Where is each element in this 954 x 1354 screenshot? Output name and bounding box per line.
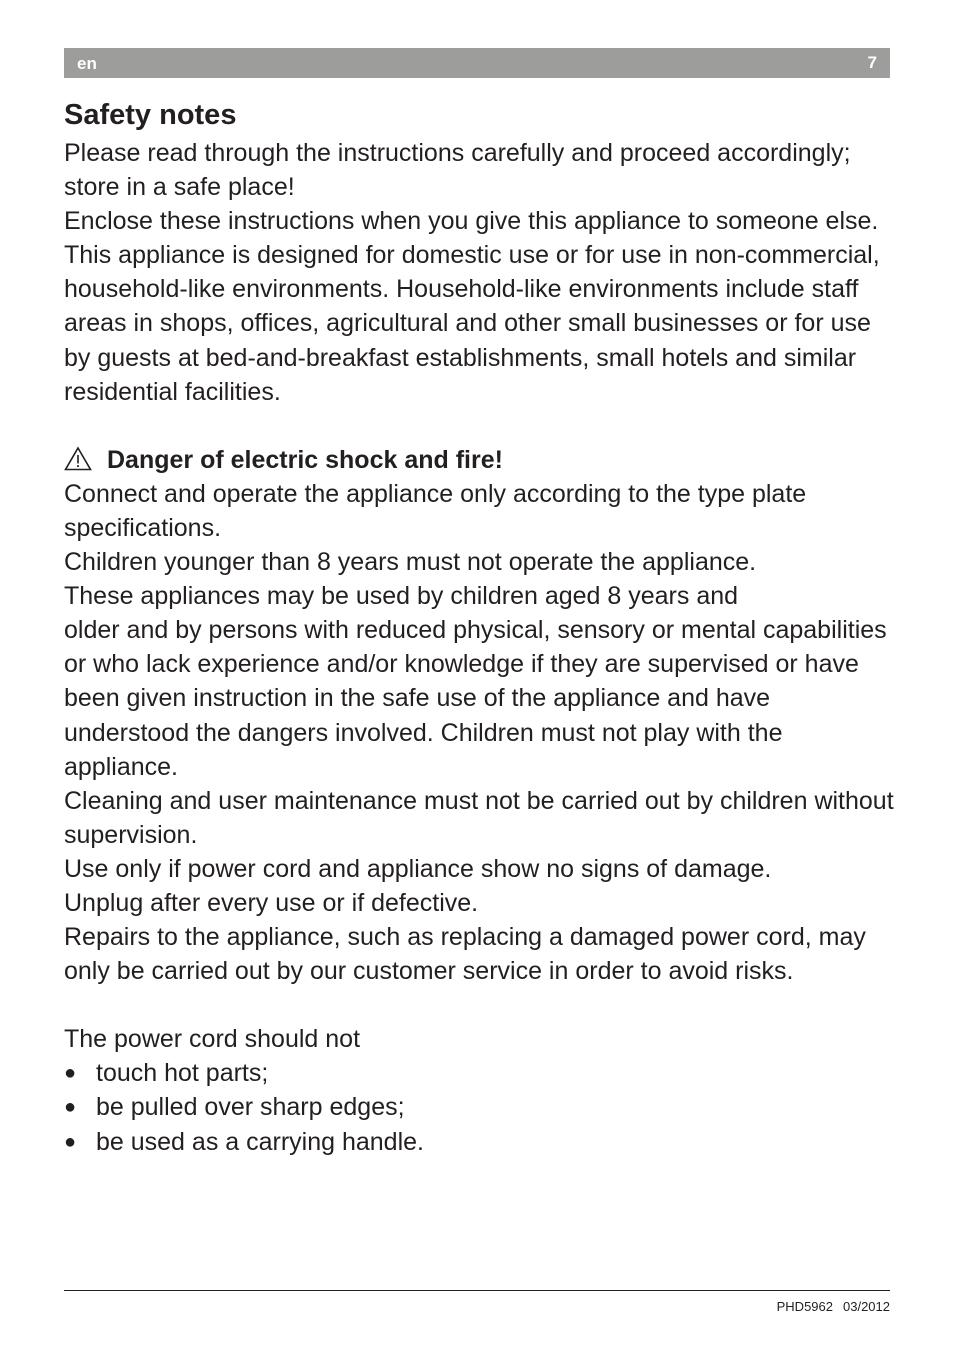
bullet-icon: ● bbox=[64, 1130, 77, 1153]
header-bar bbox=[64, 48, 890, 78]
power-cord-list bbox=[64, 1056, 894, 1158]
language-code: en bbox=[77, 54, 97, 73]
page-number: 7 bbox=[867, 53, 877, 72]
warning-paragraph: Use only if power cord and appliance show no signs of damage. bbox=[64, 854, 772, 883]
footer bbox=[777, 1299, 890, 1314]
list-item-text: be used as a carrying handle. bbox=[96, 1127, 424, 1156]
warning-paragraph: Repairs to the appliance, such as replacing a damaged power cord, may only be carried out by our customer service in order to avoid risks. bbox=[64, 923, 866, 986]
edition-date: 03/2012 bbox=[843, 1299, 890, 1314]
spacer bbox=[64, 988, 894, 1022]
power-cord-intro: The power cord should not bbox=[64, 1025, 361, 1054]
list-item bbox=[64, 1090, 894, 1124]
warning-paragraph: Cleaning and user maintenance must not be carried out by children without supervision. bbox=[64, 786, 894, 849]
warning-paragraph: Unplug after every use or if defective. bbox=[64, 888, 479, 917]
list-item bbox=[64, 1125, 894, 1159]
intro-paragraph: residential facilities. bbox=[64, 377, 281, 406]
bullet-icon: ● bbox=[64, 1096, 77, 1119]
warning-heading bbox=[64, 443, 894, 477]
warning-paragraph: older and by persons with reduced physical, sensory or mental capabilities or who lack experience and/or knowledge if they are supervised or have been given instruction in the safe use of the appliance and have understood the dangers involved. Children must not play with the appliance. bbox=[64, 616, 887, 781]
warning-heading-text: Danger of electric shock and fire! bbox=[107, 445, 503, 474]
warning-paragraph: Children younger than 8 years must not operate the appliance. bbox=[64, 548, 757, 577]
page-content bbox=[64, 94, 894, 1159]
model-number: PHD5962 bbox=[776, 1299, 833, 1314]
intro-paragraph: This appliance is designed for domestic use or for use in non-commercial, household-like environments. Household-like environments include staff areas in shops, offices, agricultural and other small businesses or for use by guests at bed-and-breakfast establishments, small hotels and similar bbox=[64, 241, 880, 372]
list-item-text: touch hot parts; bbox=[96, 1059, 269, 1088]
warning-paragraph: These appliances may be used by children aged 8 years and bbox=[64, 582, 739, 611]
list-item-text: be pulled over sharp edges; bbox=[96, 1093, 405, 1122]
bullet-icon: ● bbox=[64, 1062, 77, 1085]
warning-paragraph: Connect and operate the appliance only according to the type plate specifications. bbox=[64, 479, 807, 542]
intro-paragraph: Please read through the instructions carefully and proceed accordingly; store in a safe place! bbox=[64, 139, 851, 202]
footer-divider bbox=[64, 1290, 890, 1291]
warning-triangle-icon bbox=[64, 446, 92, 471]
page-title: Safety notes bbox=[64, 99, 237, 131]
list-item bbox=[64, 1056, 894, 1090]
intro-paragraph: Enclose these instructions when you give this appliance to someone else. bbox=[64, 207, 879, 236]
spacer bbox=[64, 409, 894, 443]
